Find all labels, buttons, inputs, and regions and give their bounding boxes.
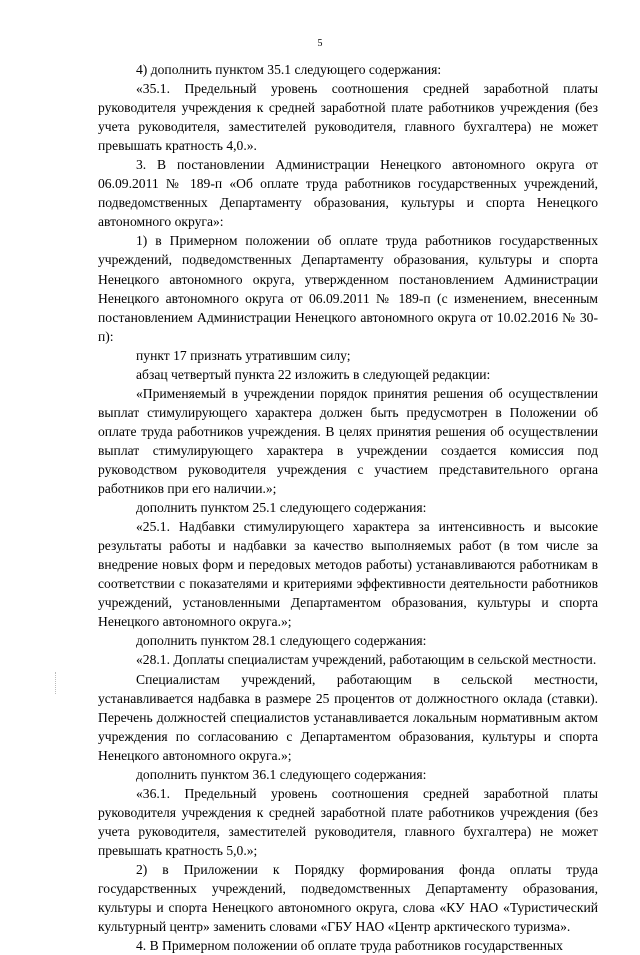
paragraph-add-25-1: дополнить пунктом 25.1 следующего содержания: <box>136 500 427 516</box>
paragraph-section-3: 3. В постановлении Администрации Ненецкого автономного округа от 06.09.2011 № 189-п «Об оплате труда работников государственных учреждений, подведомственных Департаменту образования, культуры и спорта Ненецкого автономного округа»: <box>98 157 598 230</box>
paragraph-25-1: «25.1. Надбавки стимулирующего характера за интенсивность и высокие результаты работы и надбавки за качество выполняемых работ (в том числе за внедрение новых форм и передовых методов работы) устанавливаются работникам в соответствии с показателями и критериями эффективности деятельности работников учреждений, установленными Департаментом образования, культуры и спорта Ненецкого автономного округа.»; <box>98 519 598 630</box>
paragraph-subitem-1: 1) в Примерном положении об оплате труда работников государственных учреждений, подведомственных Департаменту образования, культуры и спорта Ненецкого автономного округа, утвержденном постановлением Администрации Ненецкого автономного округа от 06.09.2011 № 189-п (с изменением, внесенным постановлением Администрации Ненецкого автономного округа от 10.02.2016 № 30-п): <box>98 233 598 344</box>
paragraph-28-1-text: Специалистам учреждений, работающим в сельской местности, устанавливается надбавка в размере 25 процентов от должностного оклада (ставки). Перечень должностей специалистов устанавливается локальным нормативным актом учреждения по согласованию с Департаментом образования, культуры и спорта Ненецкого автономного округа.»; <box>98 671 598 763</box>
paragraph-item-4: 4) дополнить пунктом 35.1 следующего содержания: <box>136 62 442 77</box>
paragraph-35-1: «35.1. Предельный уровень соотношения средней заработной платы руководителя учреждения к средней заработной плате работников учреждения (без учета руководителя, заместителей руководителя, главного бухгалтера) не может превышать кратность 4,0.». <box>98 81 598 154</box>
paragraph-36-1: «36.1. Предельный уровень соотношения средней заработной платы руководителя учреждения к средней заработной плате работников учреждения (без учета руководителя, заместителей руководителя, главного бухгалтера) не может превышать кратность 5,0.»; <box>98 785 598 858</box>
paragraph-28-1: «28.1. Доплаты специалистам учреждений, работающим в сельской местности. <box>136 652 597 668</box>
paragraph-point-22-text: «Применяемый в учреждении порядок принятия решения об осуществлении выплат стимулирующего характера должен быть предусмотрен в Положении об оплате труда работников учреждения. В целях принятия решения об осуществлении выплат стимулирующего характера в учреждении создается комиссия под руководством руководителя учреждения с участием представительного органа работников при его наличии.»; <box>98 385 598 497</box>
page-number: 5 <box>317 38 323 49</box>
paragraph-add-28-1: дополнить пунктом 28.1 следующего содержания: <box>136 633 427 649</box>
document-body <box>98 60 598 955</box>
margin-mark <box>55 672 65 694</box>
paragraph-section-4: 4. В Примерном положении об оплате труда работников государственных <box>136 938 563 954</box>
paragraph-point-17: пункт 17 признать утратившим силу; <box>136 347 351 363</box>
paragraph-point-22: абзац четвертый пункта 22 изложить в следующей редакции: <box>136 366 491 382</box>
paragraph-add-36-1: дополнить пунктом 36.1 следующего содержания: <box>136 766 427 782</box>
paragraph-subitem-2: 2) в Приложении к Порядку формирования фонда оплаты труда государственных учреждений, подведомственных Департаменту образования, культуры и спорта Ненецкого автономного округа, слова «КУ НАО «Туристический культурный центр» заменить словами «ГБУ НАО «Центр арктического туризма». <box>98 861 598 935</box>
